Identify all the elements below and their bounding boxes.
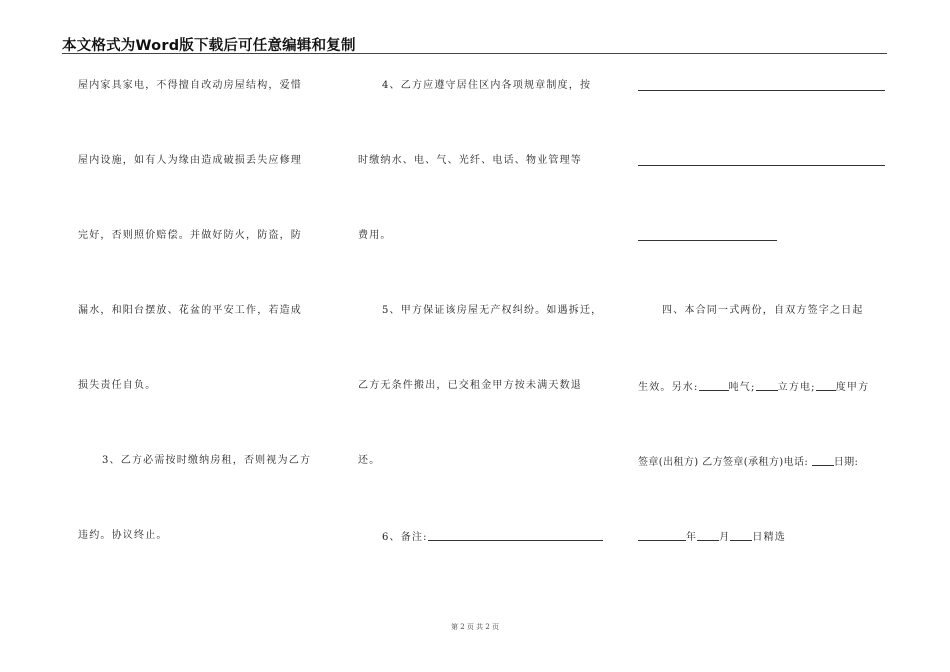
text-line: 完好，否则照价赔偿。并做好防火，防盗，防 — [78, 230, 302, 241]
page-number: 第 2 页 共 2 页 — [450, 623, 500, 631]
phone-blank — [812, 455, 834, 466]
remarks-line — [358, 530, 603, 544]
text-line: 漏水，和阳台摆放、花盆的平安工作，若造成 — [78, 305, 302, 316]
text-line: 屋内设施，如有人为缘由造成破损丢失应修理 — [78, 155, 302, 166]
page-header-title: 本文格式为Word版下载后可任意编辑和复制 — [62, 38, 356, 54]
water-blank — [699, 380, 729, 391]
blank-rule — [638, 90, 885, 91]
text-line: 费用。 — [358, 230, 392, 241]
electric-blank — [816, 380, 836, 391]
text-line: 还。 — [358, 455, 381, 466]
day-blank — [730, 530, 752, 541]
text-line: 4、乙方应遵守居住区内各项规章制度，按 — [382, 80, 592, 91]
month-blank — [697, 530, 719, 541]
text-line: 屋内家具家电，不得擅自改动房屋结构，爱惜 — [78, 80, 302, 91]
utility-line: 生效。另水: 吨气; 立方电; 度甲方 — [638, 382, 870, 393]
header-divider — [62, 53, 887, 54]
date-line: 年 月 日精选 — [638, 530, 786, 544]
text-line: 违约。协议终止。 — [78, 530, 168, 541]
blank-rule — [638, 165, 885, 166]
signature-line: 签章(出租方) 乙方签章(承租方)电话: 日期: — [638, 457, 859, 468]
blank-rule — [638, 240, 777, 241]
remarks-label: 6、备注: — [382, 532, 428, 543]
text-line: 5、甲方保证该房屋无产权纠纷。如遇拆迁， — [382, 305, 603, 316]
remarks-blank — [428, 530, 603, 541]
text-line: 时缴纳水、电、气、光纤、电话、物业管理等 — [358, 155, 582, 166]
text-line: 乙方无条件搬出，已交租金甲方按未满天数退 — [358, 380, 582, 391]
text-line: 损失责任自负。 — [78, 380, 157, 391]
text-line: 3、乙方必需按时缴纳房租，否则视为乙方 — [102, 455, 312, 466]
year-blank — [638, 530, 686, 541]
gas-blank — [756, 380, 778, 391]
text-line: 四、本合同一式两份，自双方签字之日起 — [662, 305, 864, 316]
